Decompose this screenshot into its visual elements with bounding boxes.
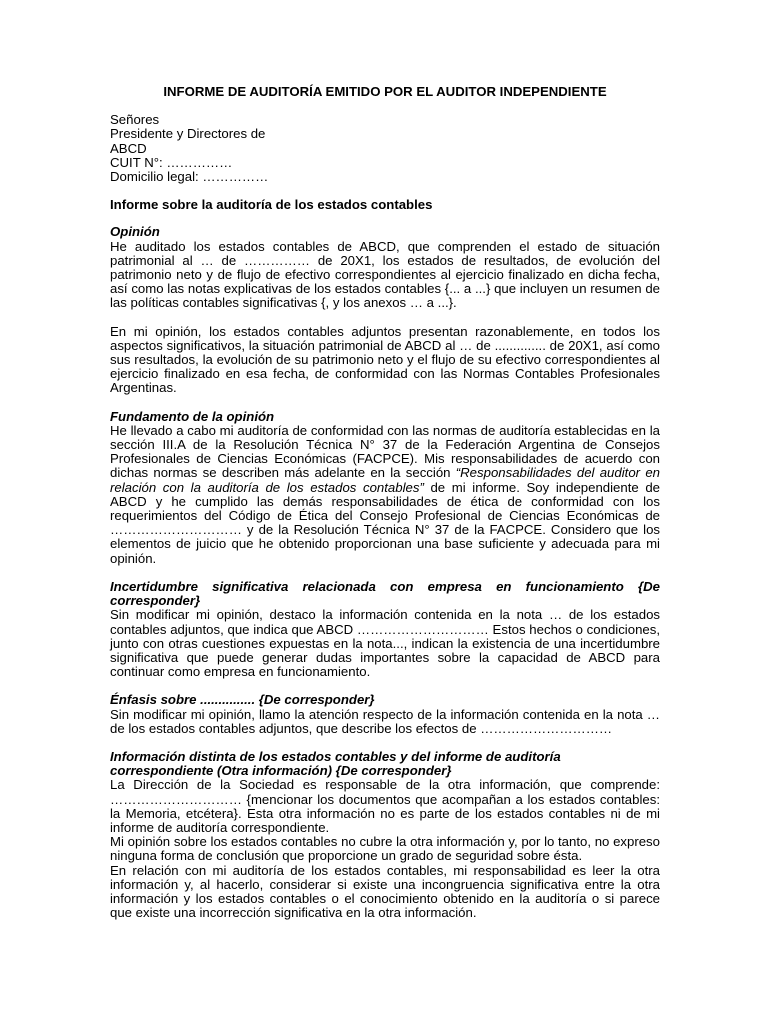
addressee-line: Presidente y Directores de [110,126,266,142]
fundamento-italic-ref: “Responsabilidades del auditor en relación con la auditoría de los estados contables” [110,465,660,495]
incertidumbre-paragraph: Sin modificar mi opinión, destaco la información contenida en la nota … de los estados contables adjuntos, que indica que ABCD ………………………… Estos hechos o condiciones, junto con otras cuestiones expuestas en la nota..., indican la existencia de una incertidumbre significativa que puede generar dudas importantes sobre la capacidad de ABCD para continuar como empresa en funcionamiento. [110,607,660,680]
otra-info-paragraph-1: La Dirección de la Sociedad es responsable de la otra información, que comprende: ………………………… {mencionar los documentos que acompañan a los estados contables: la Memoria, etcétera}. Esta otra información no es parte de los estados contables ni de mi informe de auditoría correspondiente. [110,777,660,835]
fundamento-paragraph [110,424,660,566]
report-title: INFORME DE AUDITORÍA EMITIDO POR EL AUDITOR INDEPENDIENTE [163,84,607,99]
otra-info-paragraph-2: Mi opinión sobre los estados contables no cubre la otra información y, por lo tanto, no expreso ninguna forma de conclusión que proporcione un grado de seguridad sobre ésta. [110,834,660,864]
enfasis-paragraph: Sin modificar mi opinión, llamo la atención respecto de la información contenida en la nota … de los estados contables adjuntos, que describe los efectos de ………………………… [110,706,660,736]
addressee-line: CUIT N°: …………… [110,154,233,170]
otra-info-paragraph-3: En relación con mi auditoría de los estados contables, mi responsabilidad es leer la otra información y, al hacerlo, considerar si existe una incongruencia significativa entre la otra información y los estados contables o el conocimiento obtenido en la auditoría o si parece que existe una incorrección significativa en la otra información. [110,862,660,921]
fundamento-text-2: de mi informe. Soy independiente de ABCD y he cumplido las demás responsabilidades de ética de conformidad con los requerimientos del Código de Ética del Consejo Profesional de Ciencias Económicas de ………………………… y de la Resolución Técnica N° 37 de la FACPCE. Considero que los elementos de juicio que he obtenido proporcionan una base suficiente y adecuada para mi opinión. [110,479,660,566]
opinion-heading: Opinión [110,224,160,240]
addressee-line: ABCD [110,140,147,156]
addressee-block [110,113,660,184]
opinion-paragraph-2: En mi opinión, los estados contables adjuntos presentan razonablemente, en todos los aspectos significativos, la situación patrimonial de ABCD al … de .............. de 20X1, así como sus resultados, la evolución de su patrimonio neto y el flujo de su efectivo correspondientes al ejercicio finalizado en esa fecha, de conformidad con las Normas Contables Profesionales Argentinas. [110,323,660,396]
addressee-line: Señores [110,112,160,128]
fundamento-text-1: He llevado a cabo mi auditoría de conformidad con las normas de auditoría establecidas en la sección III.A de la Resolución Técnica N° 37 de la Federación Argentina de Consejos Profesionales de Ciencias Económicas (FACPCE). Mis responsabilidades de acuerdo con dichas normas se describen más adelante en la sección [110,422,660,481]
addressee-line: Domicilio legal: …………… [110,169,269,185]
incertidumbre-heading: Incertidumbre significativa relacionada con empresa en funcionamiento {De corresponder} [110,578,660,609]
opinion-paragraph-1: He auditado los estados contables de ABCD, que comprenden el estado de situación patrimonial al … de …………… de 20X1, los estados de resultados, de evolución del patrimonio neto y de flujo de efectivo correspondientes al ejercicio finalizado en dicha fecha, así como las notas explicativas de los estados contables {... a ...} que incluyen un resumen de las políticas contables significativas {, y los anexos … a ...}. [110,238,660,311]
otra-info-heading: Información distinta de los estados contables y del informe de auditoría correspondiente (Otra información) {De corresponder} [110,748,561,779]
fundamento-heading: Fundamento de la opinión [110,408,275,424]
enfasis-heading: Énfasis sobre ............... {De corresponder} [110,692,375,708]
section-title: Informe sobre la auditoría de los estados contables [110,197,433,213]
